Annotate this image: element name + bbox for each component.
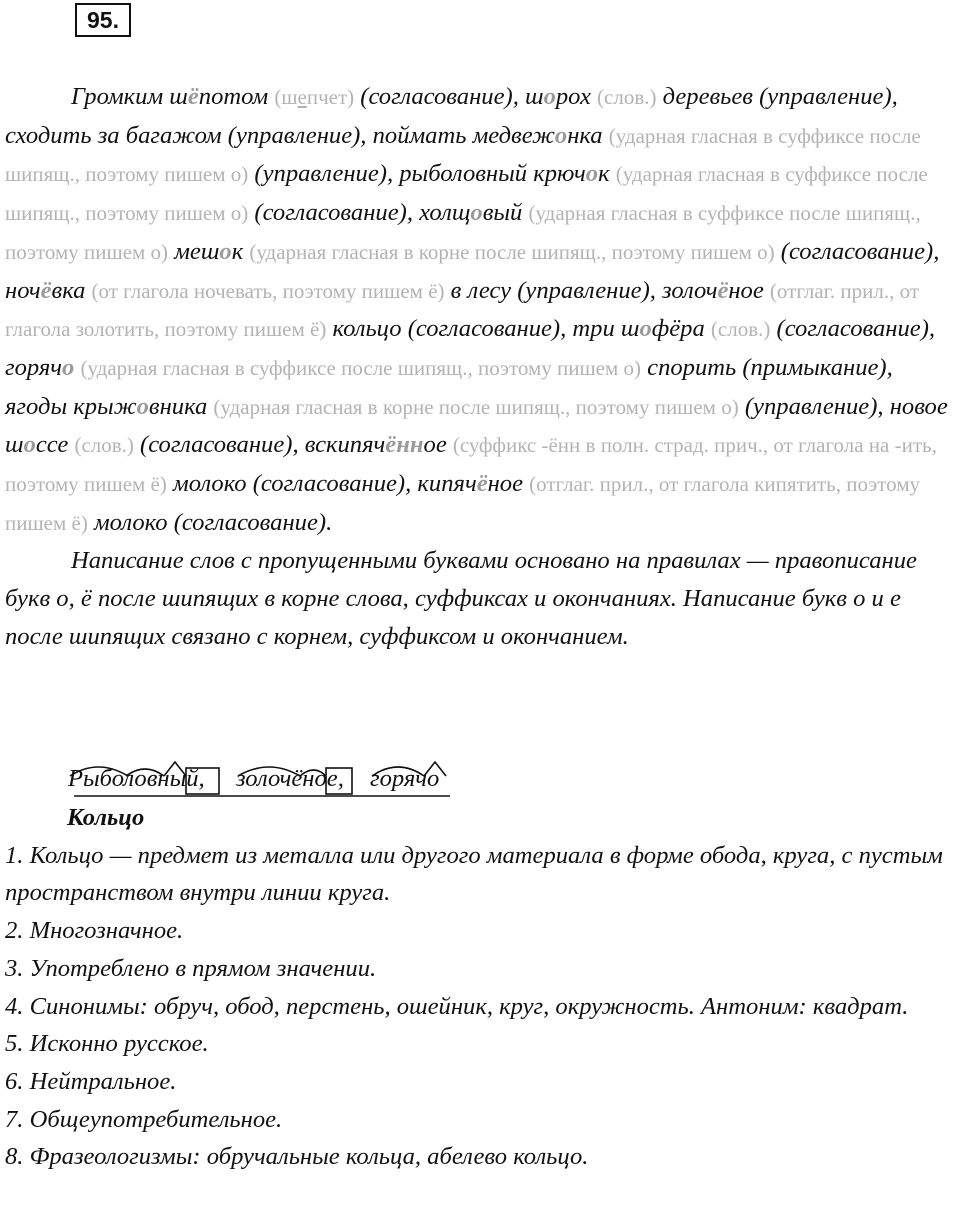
lexical-item-6: 6. Нейтральное. [5,1067,177,1095]
answer-text: к [598,160,616,188]
morphemic-analysis [66,760,486,800]
answer-text: (согласование), ноч [5,237,940,304]
morph-word-2: золочёное, [236,765,344,792]
explanation-note: (ударная гласная в суффиксе после шипящ., поэтому пишем о) [5,162,928,226]
explanation-note: (суффикс -ённ в полн. страд. прич., от глагола на -ить, поэтому пишем ё) [5,433,937,497]
lexical-item-8: 8. Фразеологизмы: обручальные кольца, абелево кольцо. [5,1143,589,1171]
highlighted-letter: о [554,121,568,149]
explanation-note: (ударная гласная в корне после шипящ., поэтому пишем о) [213,394,739,419]
highlighted-letter: ённ [385,431,424,459]
suffix-arc [126,769,164,776]
ending-box [326,768,352,794]
highlighted-letter: о [470,199,483,227]
answer-text: (согласование), горяч [5,315,936,381]
morph-word-3: горячо [370,765,440,792]
highlighted-letter: о [543,83,556,110]
answer-text: вника [148,392,214,420]
lexical-item-2: 2. Многозначное. [5,917,184,945]
morpheme-marks [66,760,486,800]
answer-text: потом [198,83,275,110]
answer-paragraph-content [5,83,948,536]
answer-text: вка [51,276,92,304]
explanation-note: пчет) [306,85,355,109]
explanation-note: (ударная гласная в суффиксе после шипящ., поэтому пишем о) [5,201,921,264]
answer-text: кольцо (согласование), три ш [326,315,640,343]
answer-text: деревьев (управление), сходить за багажом (управление), поймать медвеж [5,83,898,149]
answer-text: фёра [651,315,711,343]
root-arc [372,767,424,776]
answer-text: Громким ш [71,83,188,110]
highlighted-letter: о [639,315,652,343]
lexical-item-7: 7. Общеупотребительное. [5,1105,283,1133]
answer-text: меш [168,237,220,265]
explanation-note: (от глагола ночевать, поэтому пишем ё) [91,278,445,303]
answer-text: в лесу (управление), золоч [444,276,718,304]
root-arc [70,767,128,776]
answer-paragraph [5,78,960,542]
rule-text: Написание слов с пропущенными буквами основано на правилах — правописание букв о, ё после шипящих в корне слова, суффиксах и окончаниях. Написание букв о и е после шипящих связано с корнем, суффиксом и окончанием. [5,547,917,650]
explanation-note: (слов.) [597,85,657,109]
answer-text: спорить (примыкание), ягоды крыж [5,353,893,420]
highlighted-letter: о [585,160,599,188]
answer-text: молоко (согласование). [87,508,333,536]
answer-text: (согласование), ш [354,83,544,110]
suffix-arc [300,770,326,776]
highlighted-letter: о [136,392,149,420]
root-arc [238,767,300,776]
lexical-title: Кольцо [67,804,145,831]
explanation-note: (ударная гласная в суффиксе после шипящ., поэтому пишем о) [80,355,642,380]
lexical-item-1: 1. Кольцо — предмет из металла или другого материала в форме обода, круга, с пустым пространством внутри линии круга. [5,841,943,907]
highlighted-letter: ё [187,83,199,110]
answer-text: ное [487,470,530,498]
lexical-item-4: 4. Синонимы: обруч, обод, перстень, ошейник, круг, окружность. Антоним: квадрат. [5,992,909,1020]
explanation-note: (отглаг. прил., от глагола золотить, поэтому пишем ё) [5,278,920,342]
explanation-note: (ш [274,85,298,109]
suffix-mark [164,762,186,776]
lexical-item-3: 3. Употреблено в прямом значении. [5,954,377,982]
highlighted-letter: ё [40,276,52,304]
answer-text: (согласование), вскипяч [133,431,386,459]
answer-text: (управление), новое ш [5,392,948,459]
lexical-analysis [5,799,960,1176]
explanation-note: (ударная гласная в суффиксе после шипящ., поэтому пишем о) [5,123,921,187]
explanation-note: (отглаг. прил., от глагола кипятить, поэтому пишем ё) [5,472,921,535]
answer-text: (управление), рыболовный крюч [248,160,586,188]
lexical-item-5: 5. Исконно русское. [5,1030,209,1058]
exercise-number: 95. [75,3,131,37]
explanation-note: (слов.) [710,317,771,342]
answer-text: вый [482,199,529,227]
answer-text: ссе [35,431,75,459]
exercise-text [5,78,960,656]
answer-text: (согласование), холщ [248,199,471,227]
morph-word-1: Рыболовный, [68,765,205,792]
suffix-mark [424,762,446,776]
stressed-letter: е [297,85,307,109]
ending-box [186,768,219,794]
highlighted-letter: о [23,431,36,459]
answer-text: молоко (согласование), кипяч [166,470,477,498]
answer-text: ное [728,276,770,304]
rule-paragraph [5,542,960,655]
highlighted-letter: ё [476,470,488,498]
explanation-note: (ударная гласная в корне после шипящ., поэтому пишем о) [249,239,775,264]
answer-text: рох [555,83,598,110]
highlighted-letter: о [219,237,232,265]
explanation-note: (слов.) [74,433,134,458]
answer-text: к [231,237,250,265]
highlighted-letter: ё [717,276,729,304]
highlighted-letter: о [62,353,75,381]
answer-text: ое [423,431,453,459]
answer-text: нка [567,121,609,149]
